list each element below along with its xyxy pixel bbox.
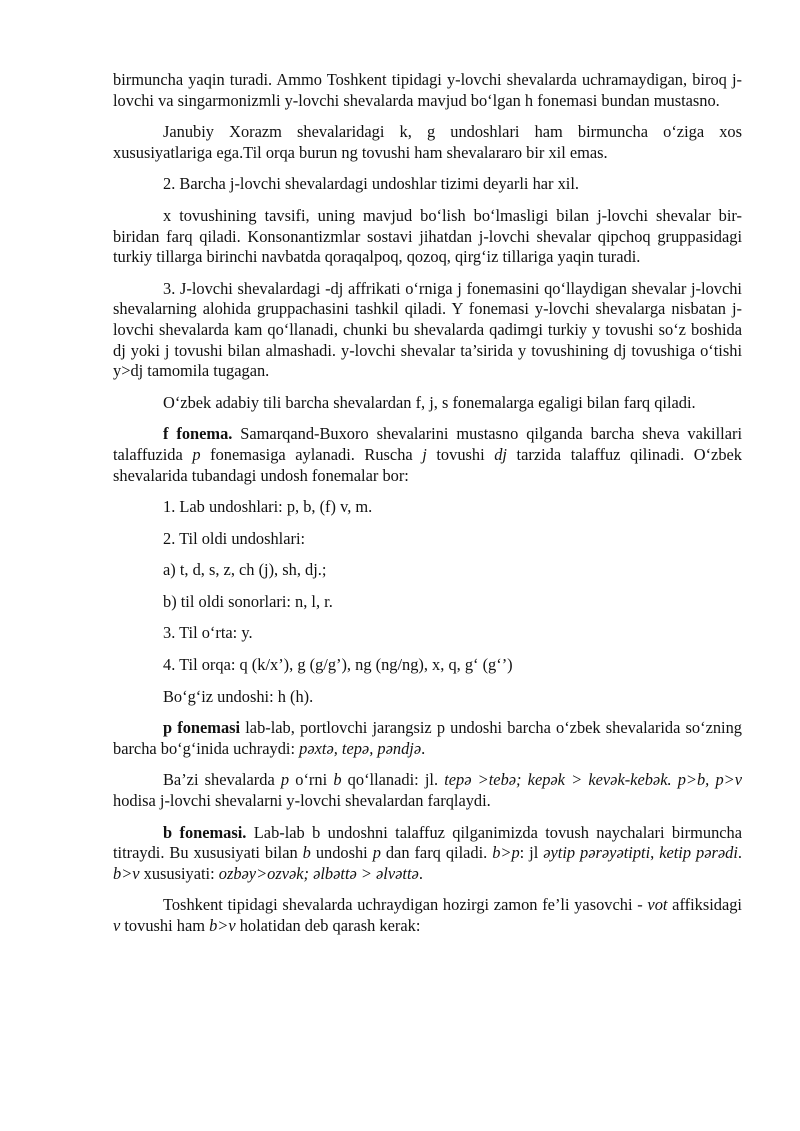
term-p-fonemasi: p fonemasi	[163, 718, 241, 738]
paragraph-1: birmuncha yaqin turadi. Ammo Toshkent tipidagi y-lovchi shevalarda uchramaydigan, biroq j-lovchi va singarmonizmli y-lovchi shevalarda mavjud bo‘lgan h fonemasi bundan mustasno.	[113, 70, 742, 110]
term-b-fonemasi: b fonemasi.	[163, 822, 247, 842]
paragraph-b-fonemasi: b fonemasi. Lab-lab b undoshni talaffuz qilganimizda tovush naychalari birmuncha titraydi. Bu xususiyati bilan b undoshi p dan farq qiladi. b>p: jl əytip pərəyətipti, ketip pərədi. b>v xususiyati: ozbəy>ozvək; əlbəttə > əlvəttə.	[113, 822, 743, 883]
list-item: b) til oldi sonorlari: n, l, r.	[163, 591, 333, 611]
paragraph-vot-affiks: Toshkent tipidagi shevalarda uchraydigan hozirgi zamon fe’li yasovchi - vot affiksidagi v tovushi ham b>v holatidan deb qarash kerak:	[113, 895, 742, 935]
term-f-fonema: f fonema.	[163, 424, 233, 444]
list-item: 4. Til orqa: q (k/x’), g (g/g’), ng (ng/ng), x, q, g‘ (g‘’)	[163, 655, 513, 675]
paragraph-p-fonemasi: p fonemasi lab-lab, portlovchi jarangsiz p undoshi barcha o‘zbek shevalarida so‘zning barcha bo‘g‘inida uchraydi: pəxtə, tepə, pəndjə.	[113, 718, 742, 758]
paragraph-p-b-alternation: Ba’zi shevalarda p o‘rni b qo‘llanadi: jl. tepə >tebə; kepək > kevək-kebək. p>b, p>v hodisa j-lovchi shevalarni y-lovchi shevalardan farqlaydi.	[113, 770, 742, 811]
list-item: Bo‘g‘iz undoshi: h (h).	[163, 686, 314, 706]
list-item: 3. Til o‘rta: y.	[163, 623, 253, 643]
paragraph-4: x tovushining tavsifi, uning mavjud bo‘lish bo‘lmasligi bilan j-lovchi shevalar bir-biridan farq qiladi. Konsonantizmlar sostavi jihatdan j-lovchi shevalar qipchoq gruppasidagi turkiy tillarga birinchi navbatda qoraqalpoq, qozoq, qirg‘iz tillariga yaqin turadi.	[113, 205, 742, 267]
paragraph-2: Janubiy Xorazm shevalaridagi k, g undoshlari ham birmuncha o‘ziga xos xususiyatlariga ega.Til orqa burun ng tovushi ham shevalararo bir xil emas.	[113, 122, 742, 162]
paragraph-f-fonema: f fonema. Samarqand-Buxoro shevalarini mustasno qilganda barcha sheva vakillari talaffuzida p fonemasiga aylanadi. Ruscha j tovushi dj tarzida talaffuz qilinadi. O‘zbek shevalarida tubandagi undosh fonemalar bor:	[113, 424, 742, 485]
list-item: 2. Til oldi undoshlari:	[163, 528, 306, 548]
list-item: a) t, d, s, z, ch (j), sh, dj.;	[163, 560, 327, 580]
paragraph-5: 3. J-lovchi shevalardagi -dj affrikati o‘rniga j fonemasini qo‘llaydigan shevalar j-lovchi shevalarning alohida gruppachasini tashkil qiladi. Y fonemasi y-lovchi shevalarga nisbatan j-lovchi shevalarda kam qo‘llanadi, chunki bu shevalarda qadimgi turkiy y tovushi so‘z boshida dj yoki j tovushi bilan almashadi. y-lovchi shevalar ta’sirida y tovushining dj tovushiga o‘tishi y>dj tamomila tugagan.	[113, 278, 742, 381]
paragraph-3: 2. Barcha j-lovchi shevalardagi undoshlar tizimi deyarli har xil.	[163, 174, 580, 194]
paragraph-6: O‘zbek adabiy tili barcha shevalardan f, j, s fonemalarga egaligi bilan farq qiladi.	[163, 392, 696, 412]
list-item: 1. Lab undoshlari: p, b, (f) v, m.	[163, 497, 373, 517]
